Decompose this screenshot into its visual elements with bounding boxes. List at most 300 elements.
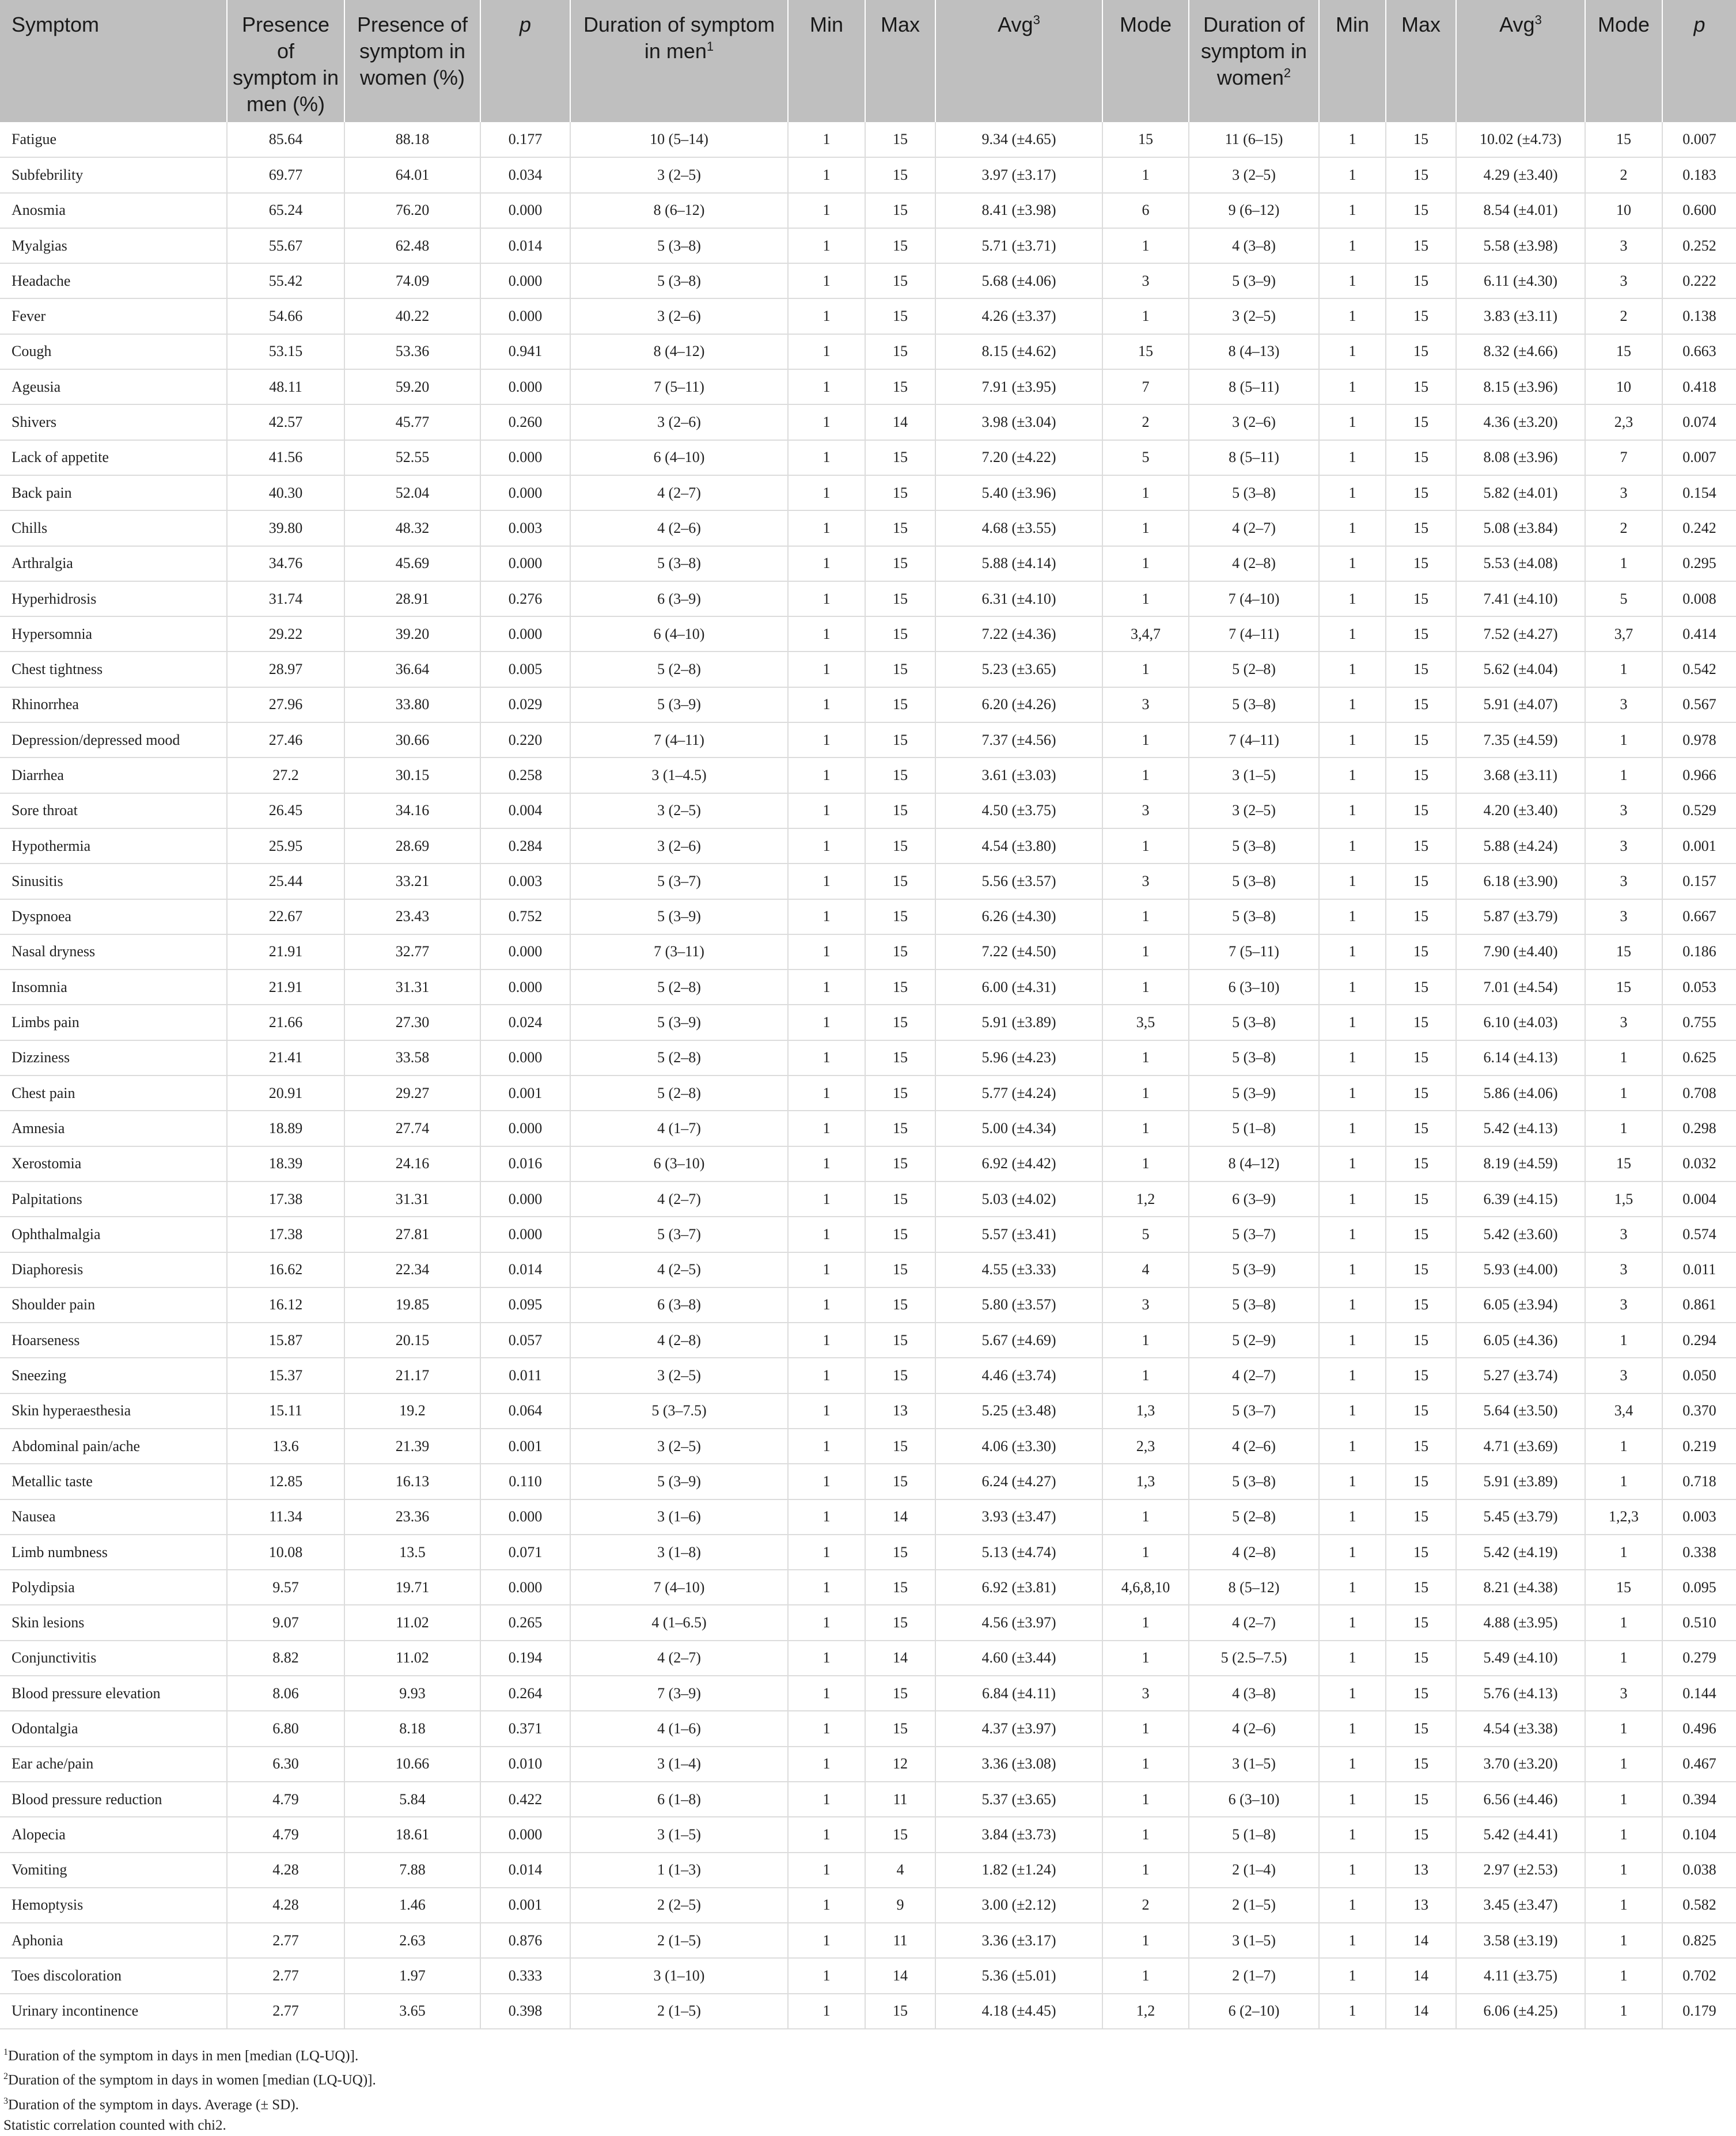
cell-p-value: 0.264 xyxy=(480,1676,570,1711)
cell-avg-women: 6.11 (±4.30) xyxy=(1456,263,1585,298)
cell-duration-men: 5 (2–8) xyxy=(570,1040,788,1075)
cell-avg-men: 3.36 (±3.08) xyxy=(935,1747,1102,1782)
cell-min-men: 1 xyxy=(788,652,865,687)
cell-mode-men: 5 xyxy=(1102,440,1189,475)
cell-max-men: 4 xyxy=(865,1853,935,1888)
symptom-name-cell: Limb numbness xyxy=(0,1535,227,1570)
header-label: p xyxy=(519,13,532,36)
cell-min-men: 1 xyxy=(788,1429,865,1464)
cell-duration-women: 5 (3–7) xyxy=(1189,1393,1319,1429)
cell-avg-men: 3.84 (±3.73) xyxy=(935,1817,1102,1852)
cell-avg-women: 5.64 (±3.50) xyxy=(1456,1393,1585,1429)
cell-mode-men: 2,3 xyxy=(1102,1429,1189,1464)
cell-min-men: 1 xyxy=(788,1075,865,1111)
symptom-name-cell: Alopecia xyxy=(0,1817,227,1852)
cell-max-men: 15 xyxy=(865,1817,935,1852)
cell-p-value-duration: 0.074 xyxy=(1662,404,1736,440)
cell-min-women: 1 xyxy=(1319,157,1386,192)
cell-avg-women: 3.70 (±3.20) xyxy=(1456,1747,1585,1782)
cell-avg-women: 8.08 (±3.96) xyxy=(1456,440,1585,475)
cell-max-men: 15 xyxy=(865,546,935,581)
cell-presence-women: 36.64 xyxy=(344,652,480,687)
cell-presence-men: 41.56 xyxy=(227,440,344,475)
cell-min-women: 1 xyxy=(1319,404,1386,440)
cell-min-men: 1 xyxy=(788,1393,865,1429)
cell-duration-women: 8 (4–13) xyxy=(1189,334,1319,369)
header-mode-women xyxy=(1585,0,1662,122)
header-label: Duration of symptom in men xyxy=(583,13,775,63)
cell-avg-women: 3.68 (±3.11) xyxy=(1456,758,1585,793)
cell-p-value: 0.194 xyxy=(480,1641,570,1676)
cell-max-men: 14 xyxy=(865,404,935,440)
cell-max-men: 15 xyxy=(865,193,935,228)
table-row xyxy=(0,1111,1736,1146)
cell-max-women: 15 xyxy=(1386,404,1456,440)
table-row xyxy=(0,1923,1736,1958)
cell-duration-men: 3 (2–6) xyxy=(570,404,788,440)
cell-mode-men: 1 xyxy=(1102,1111,1189,1146)
symptom-name-cell: Dyspnoea xyxy=(0,899,227,934)
cell-duration-women: 5 (3–9) xyxy=(1189,1252,1319,1287)
cell-min-women: 1 xyxy=(1319,1641,1386,1676)
cell-p-value: 0.014 xyxy=(480,1853,570,1888)
cell-max-women: 15 xyxy=(1386,298,1456,334)
cell-max-men: 9 xyxy=(865,1888,935,1923)
cell-min-men: 1 xyxy=(788,1217,865,1252)
cell-avg-women: 7.01 (±4.54) xyxy=(1456,969,1585,1005)
cell-mode-men: 1 xyxy=(1102,581,1189,616)
cell-avg-men: 5.13 (±4.74) xyxy=(935,1535,1102,1570)
header-label: Symptom xyxy=(12,13,100,36)
cell-p-value: 0.110 xyxy=(480,1464,570,1499)
table-row xyxy=(0,687,1736,722)
cell-max-men: 11 xyxy=(865,1923,935,1958)
cell-presence-women: 30.66 xyxy=(344,722,480,758)
cell-mode-women: 2 xyxy=(1585,510,1662,546)
cell-max-women: 15 xyxy=(1386,1535,1456,1570)
cell-mode-women: 5 xyxy=(1585,581,1662,616)
table-row xyxy=(0,1958,1736,1993)
cell-p-value-duration: 0.702 xyxy=(1662,1958,1736,1993)
cell-presence-men: 42.57 xyxy=(227,404,344,440)
cell-min-women: 1 xyxy=(1319,1464,1386,1499)
cell-min-women: 1 xyxy=(1319,828,1386,864)
cell-p-value-duration: 0.050 xyxy=(1662,1358,1736,1393)
cell-mode-women: 1 xyxy=(1585,1641,1662,1676)
cell-duration-women: 2 (1–7) xyxy=(1189,1958,1319,1993)
symptom-name-cell: Back pain xyxy=(0,475,227,510)
cell-max-men: 15 xyxy=(865,1040,935,1075)
cell-min-men: 1 xyxy=(788,404,865,440)
cell-avg-women: 4.29 (±3.40) xyxy=(1456,157,1585,192)
cell-p-value: 0.010 xyxy=(480,1747,570,1782)
cell-max-women: 15 xyxy=(1386,122,1456,157)
cell-duration-women: 2 (1–5) xyxy=(1189,1888,1319,1923)
header-presence-men xyxy=(227,0,344,122)
cell-max-men: 15 xyxy=(865,652,935,687)
cell-avg-men: 5.68 (±4.06) xyxy=(935,263,1102,298)
cell-p-value-duration: 0.496 xyxy=(1662,1711,1736,1746)
cell-presence-women: 31.31 xyxy=(344,969,480,1005)
table-row xyxy=(0,581,1736,616)
cell-p-value-duration: 0.242 xyxy=(1662,510,1736,546)
cell-presence-men: 29.22 xyxy=(227,616,344,652)
cell-mode-men: 1 xyxy=(1102,1075,1189,1111)
cell-p-value-duration: 0.011 xyxy=(1662,1252,1736,1287)
cell-max-men: 15 xyxy=(865,722,935,758)
cell-mode-women: 1 xyxy=(1585,758,1662,793)
cell-max-women: 15 xyxy=(1386,1287,1456,1323)
cell-mode-women: 2 xyxy=(1585,298,1662,334)
cell-avg-men: 6.92 (±3.81) xyxy=(935,1570,1102,1605)
table-row xyxy=(0,369,1736,404)
cell-min-men: 1 xyxy=(788,934,865,969)
cell-presence-men: 25.44 xyxy=(227,864,344,899)
cell-presence-men: 12.85 xyxy=(227,1464,344,1499)
cell-duration-women: 5 (3–8) xyxy=(1189,1287,1319,1323)
cell-duration-women: 5 (1–8) xyxy=(1189,1817,1319,1852)
header-min-men xyxy=(788,0,865,122)
cell-min-women: 1 xyxy=(1319,969,1386,1005)
cell-min-men: 1 xyxy=(788,440,865,475)
cell-avg-men: 4.26 (±3.37) xyxy=(935,298,1102,334)
cell-p-value-duration: 0.001 xyxy=(1662,828,1736,864)
header-label: Avg xyxy=(1499,13,1535,36)
cell-max-men: 15 xyxy=(865,687,935,722)
header-label: Max xyxy=(880,13,920,36)
cell-max-women: 15 xyxy=(1386,1429,1456,1464)
cell-min-men: 1 xyxy=(788,864,865,899)
symptom-name-cell: Myalgias xyxy=(0,228,227,263)
cell-duration-women: 5 (2–9) xyxy=(1189,1323,1319,1358)
cell-avg-men: 6.20 (±4.26) xyxy=(935,687,1102,722)
symptom-name-cell: Ophthalmalgia xyxy=(0,1217,227,1252)
cell-duration-women: 7 (4–11) xyxy=(1189,722,1319,758)
cell-max-men: 12 xyxy=(865,1747,935,1782)
header-p-value xyxy=(480,0,570,122)
table-row xyxy=(0,1464,1736,1499)
cell-duration-women: 6 (3–9) xyxy=(1189,1181,1319,1217)
cell-p-value-duration: 0.510 xyxy=(1662,1605,1736,1640)
cell-duration-men: 6 (1–8) xyxy=(570,1782,788,1817)
cell-p-value: 0.003 xyxy=(480,510,570,546)
symptom-name-cell: Rhinorrhea xyxy=(0,687,227,722)
cell-mode-women: 3 xyxy=(1585,828,1662,864)
cell-max-men: 15 xyxy=(865,1146,935,1181)
cell-avg-men: 5.80 (±3.57) xyxy=(935,1287,1102,1323)
cell-max-men: 15 xyxy=(865,263,935,298)
symptom-name-cell: Toes discoloration xyxy=(0,1958,227,1993)
cell-max-men: 15 xyxy=(865,1994,935,2029)
cell-p-value-duration: 0.295 xyxy=(1662,546,1736,581)
cell-max-men: 15 xyxy=(865,1570,935,1605)
cell-min-women: 1 xyxy=(1319,1499,1386,1535)
cell-p-value-duration: 0.298 xyxy=(1662,1111,1736,1146)
cell-mode-men: 1 xyxy=(1102,1711,1189,1746)
cell-min-women: 1 xyxy=(1319,1711,1386,1746)
cell-duration-men: 5 (3–8) xyxy=(570,263,788,298)
cell-avg-men: 5.88 (±4.14) xyxy=(935,546,1102,581)
cell-avg-women: 5.49 (±4.10) xyxy=(1456,1641,1585,1676)
cell-min-men: 1 xyxy=(788,687,865,722)
cell-duration-women: 4 (2–6) xyxy=(1189,1429,1319,1464)
cell-min-men: 1 xyxy=(788,475,865,510)
cell-duration-women: 5 (3–8) xyxy=(1189,475,1319,510)
cell-min-women: 1 xyxy=(1319,1570,1386,1605)
table-row xyxy=(0,1393,1736,1429)
cell-max-women: 15 xyxy=(1386,334,1456,369)
cell-presence-men: 40.30 xyxy=(227,475,344,510)
cell-duration-men: 7 (4–10) xyxy=(570,1570,788,1605)
cell-max-women: 15 xyxy=(1386,934,1456,969)
cell-min-women: 1 xyxy=(1319,1817,1386,1852)
cell-p-value: 0.000 xyxy=(480,969,570,1005)
cell-avg-women: 4.20 (±3.40) xyxy=(1456,793,1585,828)
symptom-name-cell: Insomnia xyxy=(0,969,227,1005)
cell-min-men: 1 xyxy=(788,157,865,192)
cell-avg-women: 5.87 (±3.79) xyxy=(1456,899,1585,934)
cell-max-men: 15 xyxy=(865,1358,935,1393)
header-duration-women xyxy=(1189,0,1319,122)
cell-min-women: 1 xyxy=(1319,298,1386,334)
cell-avg-men: 5.91 (±3.89) xyxy=(935,1005,1102,1040)
cell-avg-women: 7.52 (±4.27) xyxy=(1456,616,1585,652)
cell-duration-women: 5 (3–8) xyxy=(1189,899,1319,934)
cell-p-value: 0.265 xyxy=(480,1605,570,1640)
table-row xyxy=(0,1711,1736,1746)
cell-avg-men: 5.37 (±3.65) xyxy=(935,1782,1102,1817)
cell-mode-women: 3 xyxy=(1585,899,1662,934)
cell-mode-men: 1 xyxy=(1102,969,1189,1005)
cell-duration-men: 7 (3–11) xyxy=(570,934,788,969)
cell-p-value-duration: 0.978 xyxy=(1662,722,1736,758)
table-row xyxy=(0,157,1736,192)
cell-min-men: 1 xyxy=(788,193,865,228)
cell-avg-men: 4.56 (±3.97) xyxy=(935,1605,1102,1640)
cell-min-men: 1 xyxy=(788,1005,865,1040)
cell-max-men: 15 xyxy=(865,1429,935,1464)
cell-p-value: 0.001 xyxy=(480,1888,570,1923)
cell-duration-women: 3 (1–5) xyxy=(1189,758,1319,793)
cell-mode-men: 3 xyxy=(1102,1676,1189,1711)
cell-min-women: 1 xyxy=(1319,1217,1386,1252)
table-body xyxy=(0,122,1736,2029)
cell-mode-men: 1 xyxy=(1102,1782,1189,1817)
cell-avg-men: 4.55 (±3.33) xyxy=(935,1252,1102,1287)
cell-presence-men: 15.11 xyxy=(227,1393,344,1429)
table-header xyxy=(0,0,1736,122)
cell-min-women: 1 xyxy=(1319,1146,1386,1181)
cell-avg-women: 5.08 (±3.84) xyxy=(1456,510,1585,546)
cell-presence-women: 3.65 xyxy=(344,1994,480,2029)
cell-min-women: 1 xyxy=(1319,475,1386,510)
cell-avg-men: 5.77 (±4.24) xyxy=(935,1075,1102,1111)
table-row xyxy=(0,899,1736,934)
header-label: Duration of symptom in women xyxy=(1200,13,1307,89)
cell-p-value-duration: 0.338 xyxy=(1662,1535,1736,1570)
cell-max-men: 15 xyxy=(865,1605,935,1640)
cell-avg-women: 5.76 (±4.13) xyxy=(1456,1676,1585,1711)
cell-duration-men: 5 (3–9) xyxy=(570,1005,788,1040)
cell-min-women: 1 xyxy=(1319,1075,1386,1111)
cell-duration-women: 8 (5–11) xyxy=(1189,440,1319,475)
symptom-name-cell: Depression/depressed mood xyxy=(0,722,227,758)
cell-mode-women: 3 xyxy=(1585,687,1662,722)
table-row xyxy=(0,122,1736,157)
cell-min-men: 1 xyxy=(788,1994,865,2029)
cell-p-value: 0.000 xyxy=(480,1217,570,1252)
cell-max-men: 15 xyxy=(865,1287,935,1323)
symptom-name-cell: Shivers xyxy=(0,404,227,440)
symptom-name-cell: Polydipsia xyxy=(0,1570,227,1605)
symptom-name-cell: Ageusia xyxy=(0,369,227,404)
cell-p-value: 0.000 xyxy=(480,369,570,404)
cell-min-women: 1 xyxy=(1319,1358,1386,1393)
cell-mode-women: 3 xyxy=(1585,1252,1662,1287)
cell-duration-women: 3 (1–5) xyxy=(1189,1923,1319,1958)
cell-max-men: 15 xyxy=(865,298,935,334)
cell-duration-men: 3 (1–8) xyxy=(570,1535,788,1570)
cell-min-women: 1 xyxy=(1319,1005,1386,1040)
cell-duration-men: 6 (3–10) xyxy=(570,1146,788,1181)
cell-mode-women: 15 xyxy=(1585,1146,1662,1181)
cell-presence-men: 18.89 xyxy=(227,1111,344,1146)
cell-duration-men: 8 (6–12) xyxy=(570,193,788,228)
cell-max-women: 15 xyxy=(1386,722,1456,758)
cell-mode-women: 1,2,3 xyxy=(1585,1499,1662,1535)
cell-min-women: 1 xyxy=(1319,652,1386,687)
cell-presence-men: 2.77 xyxy=(227,1994,344,2029)
cell-p-value-duration: 0.252 xyxy=(1662,228,1736,263)
cell-duration-women: 3 (2–5) xyxy=(1189,793,1319,828)
cell-p-value-duration: 0.219 xyxy=(1662,1429,1736,1464)
cell-mode-women: 2,3 xyxy=(1585,404,1662,440)
cell-p-value-duration: 0.007 xyxy=(1662,440,1736,475)
cell-mode-women: 1 xyxy=(1585,1994,1662,2029)
cell-max-men: 15 xyxy=(865,934,935,969)
cell-duration-women: 3 (2–5) xyxy=(1189,298,1319,334)
cell-max-women: 14 xyxy=(1386,1994,1456,2029)
cell-min-men: 1 xyxy=(788,334,865,369)
cell-duration-women: 5 (3–8) xyxy=(1189,864,1319,899)
cell-avg-women: 8.54 (±4.01) xyxy=(1456,193,1585,228)
cell-p-value-duration: 0.154 xyxy=(1662,475,1736,510)
footnote-number: 2 xyxy=(3,2071,8,2082)
cell-p-value: 0.177 xyxy=(480,122,570,157)
cell-mode-men: 2 xyxy=(1102,1888,1189,1923)
cell-min-women: 1 xyxy=(1319,1994,1386,2029)
header-label: Mode xyxy=(1597,13,1650,36)
cell-duration-women: 3 (2–6) xyxy=(1189,404,1319,440)
cell-min-women: 1 xyxy=(1319,263,1386,298)
cell-mode-men: 5 xyxy=(1102,1217,1189,1252)
cell-presence-men: 11.34 xyxy=(227,1499,344,1535)
cell-min-women: 1 xyxy=(1319,1111,1386,1146)
cell-avg-men: 5.40 (±3.96) xyxy=(935,475,1102,510)
cell-max-women: 15 xyxy=(1386,1747,1456,1782)
cell-max-women: 15 xyxy=(1386,228,1456,263)
cell-mode-men: 1 xyxy=(1102,899,1189,934)
symptom-name-cell: Blood pressure elevation xyxy=(0,1676,227,1711)
cell-presence-men: 54.66 xyxy=(227,298,344,334)
cell-p-value: 0.095 xyxy=(480,1287,570,1323)
cell-avg-men: 6.26 (±4.30) xyxy=(935,899,1102,934)
footnote-text: Duration of the symptom in days in women [median (LQ-UQ)]. xyxy=(8,2072,376,2088)
cell-presence-women: 52.55 xyxy=(344,440,480,475)
cell-presence-men: 28.97 xyxy=(227,652,344,687)
cell-presence-women: 53.36 xyxy=(344,334,480,369)
cell-min-men: 1 xyxy=(788,1570,865,1605)
cell-p-value-duration: 0.825 xyxy=(1662,1923,1736,1958)
cell-p-value-duration: 0.186 xyxy=(1662,934,1736,969)
cell-p-value: 0.941 xyxy=(480,334,570,369)
cell-max-women: 15 xyxy=(1386,1711,1456,1746)
cell-max-men: 15 xyxy=(865,369,935,404)
cell-mode-men: 15 xyxy=(1102,334,1189,369)
cell-avg-men: 5.67 (±4.69) xyxy=(935,1323,1102,1358)
cell-p-value-duration: 0.222 xyxy=(1662,263,1736,298)
cell-mode-women: 1 xyxy=(1585,722,1662,758)
cell-avg-women: 7.35 (±4.59) xyxy=(1456,722,1585,758)
cell-mode-women: 3 xyxy=(1585,864,1662,899)
cell-presence-women: 45.77 xyxy=(344,404,480,440)
cell-avg-men: 4.18 (±4.45) xyxy=(935,1994,1102,2029)
cell-duration-women: 5 (3–8) xyxy=(1189,687,1319,722)
cell-presence-women: 76.20 xyxy=(344,193,480,228)
cell-presence-men: 17.38 xyxy=(227,1217,344,1252)
cell-max-men: 15 xyxy=(865,899,935,934)
cell-min-women: 1 xyxy=(1319,1923,1386,1958)
table-row xyxy=(0,616,1736,652)
header-duration-men xyxy=(570,0,788,122)
cell-mode-women: 7 xyxy=(1585,440,1662,475)
footnote xyxy=(3,2115,1667,2136)
cell-avg-men: 9.34 (±4.65) xyxy=(935,122,1102,157)
cell-avg-women: 6.05 (±4.36) xyxy=(1456,1323,1585,1358)
cell-max-men: 15 xyxy=(865,969,935,1005)
symptom-name-cell: Skin lesions xyxy=(0,1605,227,1640)
header-mode-men xyxy=(1102,0,1189,122)
cell-mode-men: 3 xyxy=(1102,263,1189,298)
cell-mode-men: 1 xyxy=(1102,298,1189,334)
cell-duration-women: 6 (2–10) xyxy=(1189,1994,1319,2029)
cell-max-men: 15 xyxy=(865,440,935,475)
cell-min-women: 1 xyxy=(1319,1323,1386,1358)
cell-presence-men: 69.77 xyxy=(227,157,344,192)
cell-min-men: 1 xyxy=(788,1535,865,1570)
cell-avg-men: 7.22 (±4.50) xyxy=(935,934,1102,969)
cell-min-women: 1 xyxy=(1319,1747,1386,1782)
cell-presence-women: 33.80 xyxy=(344,687,480,722)
cell-avg-men: 7.37 (±4.56) xyxy=(935,722,1102,758)
table-row xyxy=(0,1994,1736,2029)
cell-avg-women: 8.15 (±3.96) xyxy=(1456,369,1585,404)
cell-duration-men: 5 (3–7) xyxy=(570,1217,788,1252)
table-row xyxy=(0,1075,1736,1111)
cell-mode-men: 1 xyxy=(1102,758,1189,793)
cell-max-men: 15 xyxy=(865,616,935,652)
cell-presence-women: 64.01 xyxy=(344,157,480,192)
cell-duration-men: 5 (3–7) xyxy=(570,864,788,899)
table-row xyxy=(0,1252,1736,1287)
cell-presence-women: 31.31 xyxy=(344,1181,480,1217)
cell-mode-women: 1 xyxy=(1585,1075,1662,1111)
cell-mode-women: 2 xyxy=(1585,157,1662,192)
cell-mode-women: 1 xyxy=(1585,1958,1662,1993)
cell-avg-women: 5.42 (±4.13) xyxy=(1456,1111,1585,1146)
cell-max-men: 15 xyxy=(865,1323,935,1358)
cell-p-value: 0.220 xyxy=(480,722,570,758)
